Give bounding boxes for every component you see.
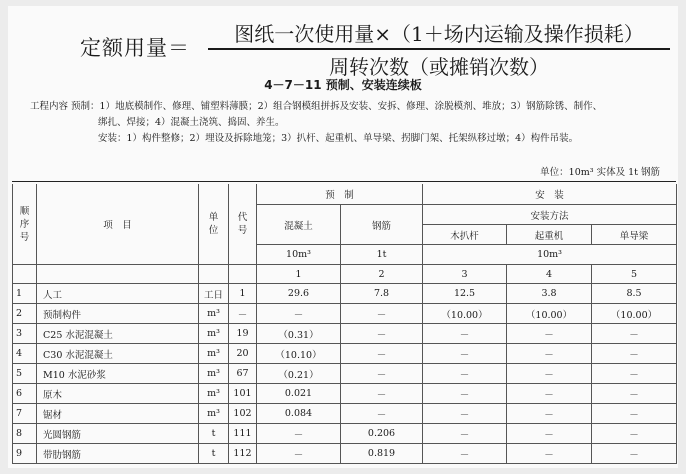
header-method: 安装方法 [423, 205, 677, 225]
table-top-rule [12, 181, 676, 182]
cell-c4: － [507, 384, 592, 404]
header-unit-install: 10m³ [423, 245, 677, 265]
cell-c1: 0.021 [257, 384, 341, 404]
table-body [13, 284, 677, 464]
work-content-line: 安装：1）构件整修；2）埋设及拆除地笼；3）扒杆、起重机、单导梁、拐脚门架、托架纵移过墩；4）构件吊装。 [98, 133, 579, 144]
table-row [13, 304, 677, 324]
table-row [13, 364, 677, 384]
cell-code: 111 [229, 424, 257, 444]
cell-c1: （10.10） [257, 344, 341, 364]
cell-n: 4 [13, 344, 37, 364]
cell-c2: 0.819 [341, 444, 423, 464]
cell-code: 1 [229, 284, 257, 304]
column-number: 4 [507, 265, 592, 284]
cell-name: 预制构件 [37, 304, 199, 324]
table-row [13, 384, 677, 404]
cell-n: 8 [13, 424, 37, 444]
cell-c2: － [341, 364, 423, 384]
cell-c2: 0.206 [341, 424, 423, 444]
cell-c3: － [423, 344, 507, 364]
header-unit-concrete: 10m³ [257, 245, 341, 265]
cell-c5: 8.5 [592, 284, 677, 304]
cell-code: 101 [229, 384, 257, 404]
cell-c5: － [592, 404, 677, 424]
cell-c4: － [507, 344, 592, 364]
turnover-formula [80, 18, 670, 79]
header-code-text: 代号 [237, 212, 248, 236]
cell-name: 原木 [37, 384, 199, 404]
cell-code: 19 [229, 324, 257, 344]
cell-c2: － [341, 344, 423, 364]
cell-code: 102 [229, 404, 257, 424]
work-content-line: 工程内容 预制：1）地底模制作、修理、铺塑料薄膜；2）组合钢模组拼拆及安装、安拆、修理、涂脱模剂、堆放；3）钢筋除锈、制作、 [30, 101, 603, 112]
header-row [13, 184, 677, 205]
formula-denominator: 周转次数（或摊销次数） [329, 55, 549, 79]
cell-c4: － [507, 444, 592, 464]
cell-c1: 0.084 [257, 404, 341, 424]
cell-n: 1 [13, 284, 37, 304]
cell-code: 20 [229, 344, 257, 364]
cell-unit: m³ [199, 344, 229, 364]
cell-c1: － [257, 424, 341, 444]
cell-n: 6 [13, 384, 37, 404]
cell-unit: m³ [199, 384, 229, 404]
column-number: 2 [341, 265, 423, 284]
header-concrete: 混凝土 [257, 205, 341, 245]
header-rebar: 钢筋 [341, 205, 423, 245]
cell-c3: － [423, 384, 507, 404]
cell-name: 人工 [37, 284, 199, 304]
cell-c1: － [257, 304, 341, 324]
cell-c4: 3.8 [507, 284, 592, 304]
cell-n: 2 [13, 304, 37, 324]
cell-c3: － [423, 404, 507, 424]
cell-n: 3 [13, 324, 37, 344]
cell-unit: m³ [199, 364, 229, 384]
cell-n: 5 [13, 364, 37, 384]
table-row [13, 324, 677, 344]
header-unit [199, 184, 229, 265]
cell-c3: － [423, 324, 507, 344]
formula-numerator: 图纸一次使用量×（1＋场内运输及操作损耗） [208, 18, 670, 50]
cell-c2: － [341, 304, 423, 324]
cell-c4: － [507, 364, 592, 384]
cell-code: 112 [229, 444, 257, 464]
cell-c4: （10.00） [507, 304, 592, 324]
work-content-line: 绑扎、焊接；4）混凝土浇筑、捣固、养生。 [98, 117, 285, 128]
section-title: 4－7－11 预制、安装连续板 [264, 78, 422, 92]
header-seq [13, 184, 37, 265]
cell-c5: － [592, 384, 677, 404]
cell-c3: 12.5 [423, 284, 507, 304]
quota-table [12, 184, 677, 464]
cell-name: 锯材 [37, 404, 199, 424]
cell-c5: － [592, 424, 677, 444]
blank-cell [229, 265, 257, 284]
blank-cell [13, 265, 37, 284]
cell-c1: （0.21） [257, 364, 341, 384]
unit-note: 单位：10m³ 实体及 1t 钢筋 [540, 167, 660, 178]
cell-c3: － [423, 424, 507, 444]
cell-c5: － [592, 324, 677, 344]
table-row [13, 284, 677, 304]
cell-unit: m³ [199, 324, 229, 344]
cell-c4: － [507, 424, 592, 444]
cell-unit: 工日 [199, 284, 229, 304]
cell-c4: － [507, 324, 592, 344]
header-prefab: 预 制 [257, 184, 423, 205]
cell-c1: （0.31） [257, 324, 341, 344]
cell-name: 光圆钢筋 [37, 424, 199, 444]
cell-c4: － [507, 404, 592, 424]
cell-c5: － [592, 344, 677, 364]
cell-unit: m³ [199, 304, 229, 324]
table-row [13, 424, 677, 444]
cell-c3: － [423, 444, 507, 464]
column-number-row [13, 265, 677, 284]
cell-c2: － [341, 404, 423, 424]
header-unit-rebar: 1t [341, 245, 423, 265]
formula-fraction [208, 18, 670, 80]
cell-unit: m³ [199, 404, 229, 424]
table-row [13, 404, 677, 424]
cell-c1: 29.6 [257, 284, 341, 304]
header-crane: 起重机 [507, 225, 592, 245]
cell-c2: － [341, 384, 423, 404]
document-page [8, 6, 678, 468]
cell-code: － [229, 304, 257, 324]
cell-name: 带肋钢筋 [37, 444, 199, 464]
cell-code: 67 [229, 364, 257, 384]
cell-c2: － [341, 324, 423, 344]
cell-c5: － [592, 364, 677, 384]
cell-unit: t [199, 424, 229, 444]
header-install: 安 装 [423, 184, 677, 205]
cell-c2: 7.8 [341, 284, 423, 304]
header-unit-text: 单位 [208, 212, 219, 236]
header-item: 项 目 [37, 184, 199, 265]
work-content [30, 99, 670, 147]
blank-cell [199, 265, 229, 284]
cell-n: 7 [13, 404, 37, 424]
cell-name: M10 水泥砂浆 [37, 364, 199, 384]
header-code [229, 184, 257, 265]
column-number: 5 [592, 265, 677, 284]
header-pole: 木扒杆 [423, 225, 507, 245]
table-row [13, 344, 677, 364]
cell-c1: － [257, 444, 341, 464]
header-girder: 单导梁 [592, 225, 677, 245]
blank-cell [37, 265, 199, 284]
cell-c5: （10.00） [592, 304, 677, 324]
header-seq-1: 顺序号 [19, 205, 30, 243]
cell-name: C25 水泥混凝土 [37, 324, 199, 344]
cell-name: C30 水泥混凝土 [37, 344, 199, 364]
cell-c5: － [592, 444, 677, 464]
column-number: 1 [257, 265, 341, 284]
column-number: 3 [423, 265, 507, 284]
cell-unit: t [199, 444, 229, 464]
table-row [13, 444, 677, 464]
cell-c3: （10.00） [423, 304, 507, 324]
cell-n: 9 [13, 444, 37, 464]
formula-lhs: 定额用量＝ [80, 36, 190, 60]
cell-c3: － [423, 364, 507, 384]
